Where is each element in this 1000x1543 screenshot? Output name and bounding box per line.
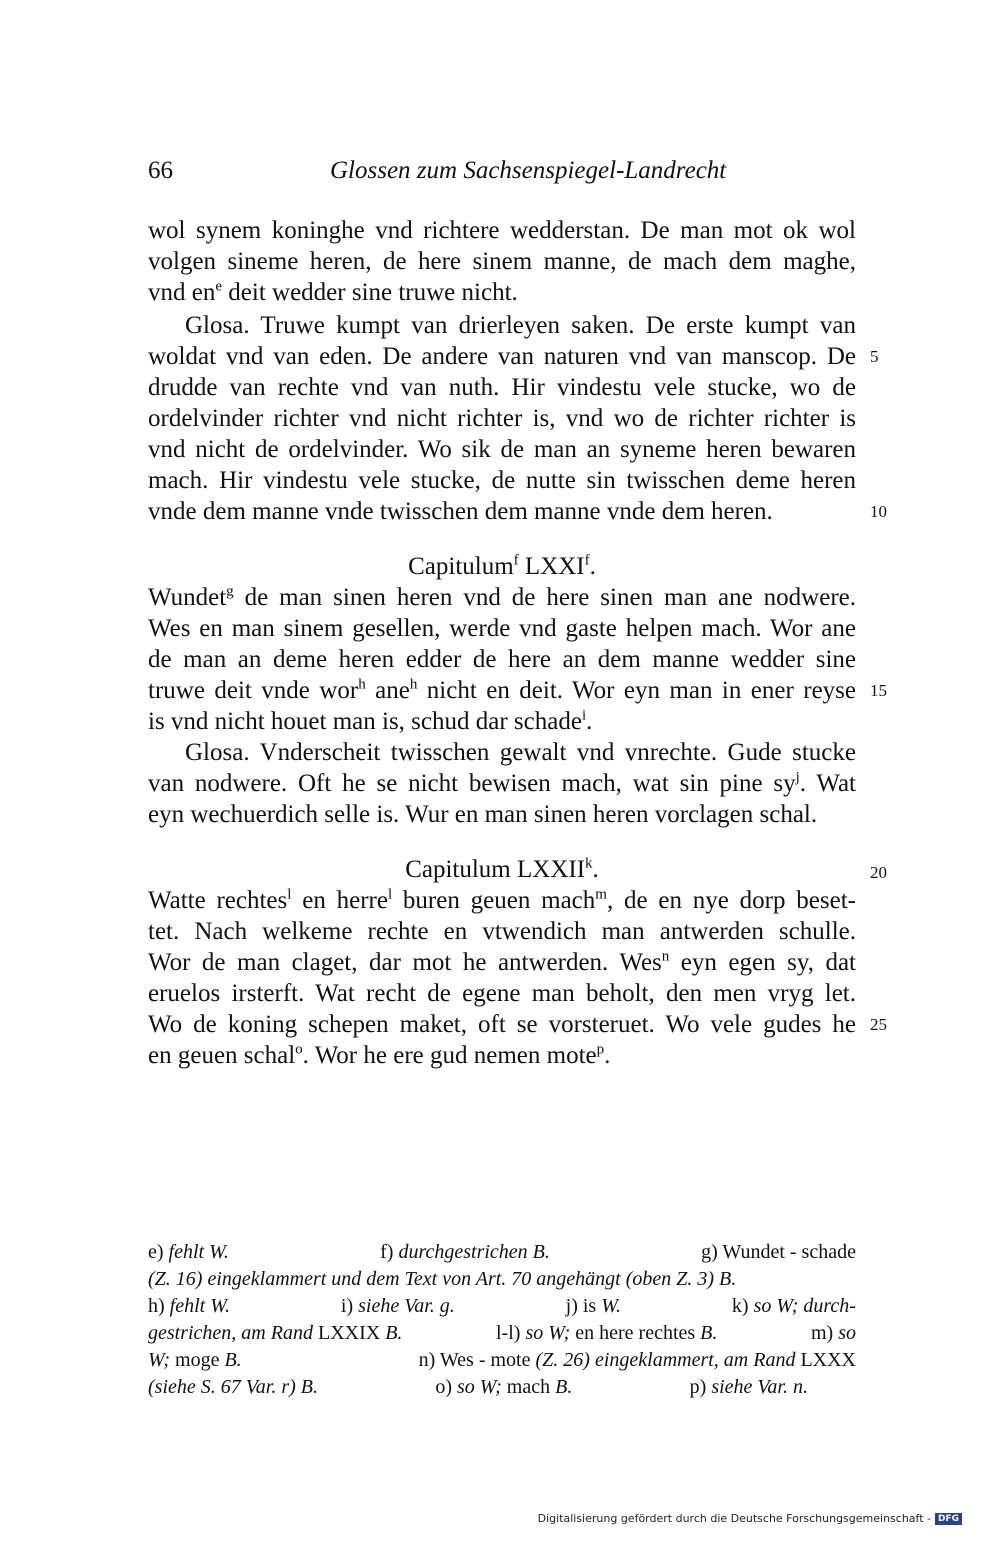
text-fragment: deit wedder sine truwe nicht. (222, 279, 518, 306)
text-fragment: Watte rechtes (148, 887, 288, 914)
gloss-line: vnd nicht de ordelvinder. Wo sik de man an syneme heren bewaren (148, 436, 856, 463)
footnote-mark: f (584, 552, 590, 569)
footnote-e: e) fehlt W. (148, 1241, 229, 1263)
footnote-mark: e (215, 278, 223, 295)
footnote-m: m) so (810, 1322, 856, 1344)
footnote-k-cont: gestrichen, am Rand LXXIX B. (148, 1322, 403, 1344)
text-fragment: en herre (291, 887, 388, 914)
running-title: Glossen zum Sachsenspiegel-Landrecht (330, 157, 727, 184)
text-fragment: van nodwere. Oft he se nicht bewisen mach, wat sin pine sy (148, 770, 796, 797)
digitization-credit (538, 1512, 962, 1525)
line-number: 5 (870, 347, 879, 366)
text-line: eruelos irsterft. Wat recht de egene man beholt, den men vryg let. (148, 980, 856, 1007)
footnote-j: j) is W. (565, 1295, 622, 1317)
line-number: 15 (870, 681, 887, 700)
gloss-line: eyn wechuerdich selle is. Wur en man sinen heren vorclagen schal. (148, 801, 818, 828)
footnote-mark: i (581, 707, 587, 724)
footnote-h: h) fehlt W. (148, 1295, 231, 1317)
footnote-mark: f (513, 552, 519, 569)
gloss-line: woldat vnd van eden. De andere van naturen vnd van manscop. De (148, 343, 856, 370)
text-fragment: , de en nye dorp beset- (606, 887, 856, 914)
footnote-o: o) so W; mach B. (435, 1376, 573, 1398)
footnote-i: i) siehe Var. g. (340, 1295, 455, 1317)
text-fragment: de man sinen heren vnd de here sinen man ane nodwere. (233, 584, 856, 611)
line-number: 25 (870, 1015, 887, 1034)
text-fragment: en geuen schal (148, 1042, 296, 1069)
heading-text: Capitulum (408, 553, 514, 580)
footnote-line: (Z. 16) eingeklammert und dem Text von Art. 70 angehängt (oben Z. 3) B. (148, 1268, 737, 1290)
footnote-mark: j (795, 769, 800, 786)
footnote-line (148, 1320, 856, 1347)
gloss-line (148, 768, 856, 799)
text-line: wol synem koninghe vnd richtere wedderstan. De man mot ok wol (148, 217, 856, 244)
page-number: 66 (148, 157, 173, 184)
footnote-mark: h (409, 676, 418, 693)
heading-text: . (589, 553, 596, 580)
gloss-line: mach. Hir vindestu vele stucke, de nutte sin twisschen deme heren (148, 467, 856, 494)
footnote-p: p) siehe Var. n. (689, 1376, 808, 1398)
text-line: Wo de koning schepen maket, oft se vorsteruet. Wo vele gudes he (148, 1011, 856, 1038)
text-fragment: vnd en (148, 279, 216, 306)
footnote-g: g) Wundet - schade (701, 1241, 856, 1263)
chapter-heading (148, 854, 856, 885)
text-line (148, 706, 856, 737)
footnote-mark: o (295, 1041, 303, 1058)
text-line (148, 675, 856, 706)
footnote-n: n) Wes - mote (Z. 26) eingeklammert, am Rand LXXX (418, 1349, 856, 1371)
text-line (148, 277, 856, 308)
footnote-m-cont: W; moge B. (148, 1349, 242, 1371)
dfg-logo: DFG (935, 1513, 962, 1525)
heading-text: LXXI (518, 553, 585, 580)
footnote-mark: l (387, 886, 393, 903)
line-number: 10 (870, 502, 887, 521)
heading-text: . (592, 856, 599, 883)
gloss-line: vnde dem manne vnde twisschen dem manne vnde dem heren. (148, 498, 773, 525)
gloss-line: drudde van rechte vnd van nuth. Hir vindestu vele stucke, wo de (148, 374, 856, 401)
text-line (148, 885, 856, 916)
text-line (148, 1040, 856, 1071)
footnote-mark: p (596, 1041, 605, 1058)
text-fragment: is vnd nicht houet man is, schud dar schade (148, 708, 582, 735)
footnote-mark: g (226, 583, 234, 600)
footnote-line (148, 1347, 856, 1374)
footnote-mark: l (287, 886, 292, 903)
text-fragment: buren geuen mach (392, 887, 596, 914)
footnote-k: k) so W; durch- (731, 1295, 856, 1317)
footnote-mark: n (661, 948, 670, 965)
text-fragment: . Wat (799, 770, 856, 797)
footnote-mark: m (595, 886, 607, 903)
text-fragment: Wundet (148, 584, 227, 611)
text-fragment: . Wor he ere gud nemen mote (302, 1042, 597, 1069)
text-fragment: Wor de man claget, dar mot he antwerden. Wes (148, 949, 662, 976)
gloss-line: Glosa. Truwe kumpt van drierleyen saken. De erste kumpt van (185, 312, 856, 339)
footnote-mark: k (585, 855, 593, 872)
footnote-f: f) durchgestrichen B. (380, 1241, 550, 1263)
footnote-line (148, 1239, 856, 1266)
text-line (148, 582, 856, 613)
text-fragment: nicht en deit. Wor eyn man in ener reyse (417, 677, 856, 704)
credit-text: Digitalisierung gefördert durch die Deutsche Forschungsgemeinschaft - (537, 1512, 931, 1525)
text-fragment: eyn egen sy, dat (669, 949, 856, 976)
text-fragment: . (604, 1042, 611, 1069)
chapter-heading (148, 551, 856, 582)
footnote-l: l-l) so W; en here rechtes B. (496, 1322, 718, 1344)
text-line: Wes en man sinem gesellen, werde vnd gaste helpen mach. Wor ane (148, 615, 856, 642)
text-line: volgen sineme heren, de here sinem manne, de mach dem maghe, (148, 248, 856, 275)
text-fragment: ane (365, 677, 410, 704)
footnote-n-cont: (siehe S. 67 Var. r) B. (148, 1376, 318, 1398)
footnote-line (148, 1374, 808, 1401)
text-line: tet. Nach welkeme rechte en vtwendich man antwerden schulle. (148, 918, 856, 945)
text-line: de man an deme heren edder de here an dem manne wedder sine (148, 646, 856, 673)
footnote-mark: h (358, 676, 366, 693)
heading-text: Capitulum LXXII (405, 856, 586, 883)
text-line (148, 947, 856, 978)
footnote-line (148, 1293, 856, 1320)
text-fragment: truwe deit vnde wor (148, 677, 359, 704)
gloss-line: ordelvinder richter vnd nicht richter is, vnd wo de richter richter is (148, 405, 856, 432)
text-fragment: . (586, 708, 593, 735)
gloss-line: Glosa. Vnderscheit twisschen gewalt vnd vnrechte. Gude stucke (185, 739, 856, 766)
line-number: 20 (870, 863, 887, 882)
